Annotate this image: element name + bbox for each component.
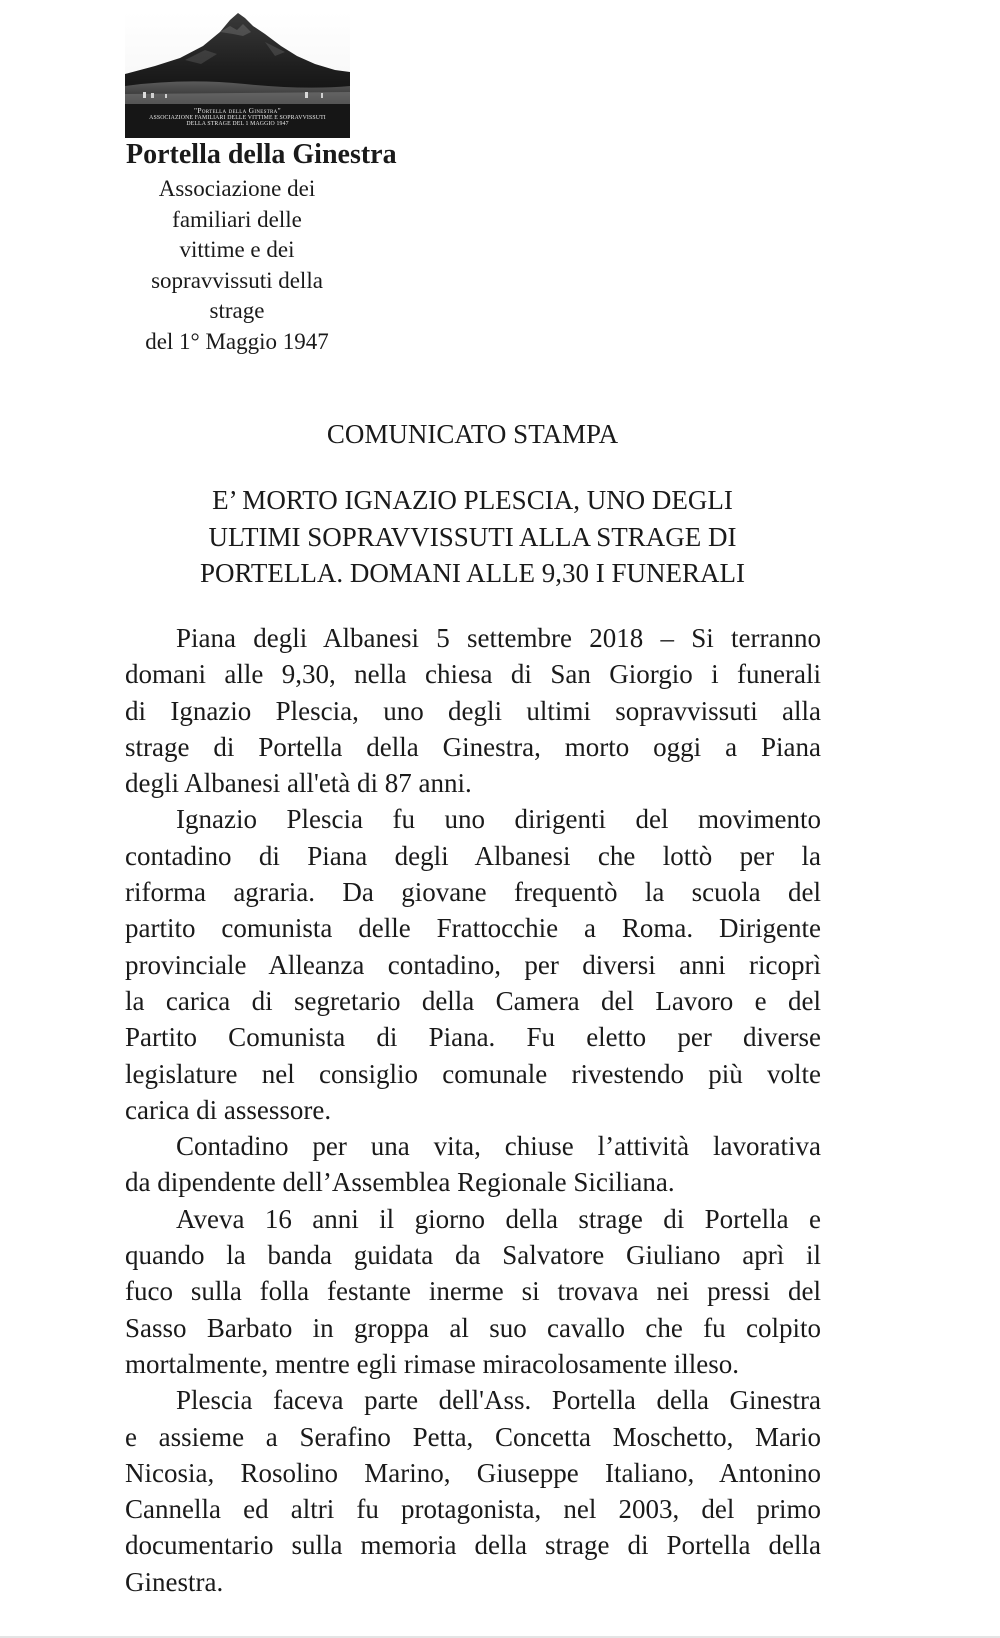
body-line: la carica di segretario della Camera del Lavoro e del — [125, 985, 821, 1016]
body-line: di Ignazio Plescia, uno degli ultimi sopravvissuti alla — [125, 695, 821, 726]
subtitle-line: Associazione dei — [158, 176, 316, 201]
headline-line: ULTIMI SOPRAVVISSUTI ALLA STRAGE DI — [208, 521, 737, 552]
logo-caption-line: DELLA STRAGE DEL 1 MAGGIO 1947 — [186, 120, 289, 127]
headline — [0, 482, 945, 592]
body-line: Partito Comunista di Piana. Fu eletto per diverse — [125, 1022, 821, 1053]
body-line: contadino di Piana degli Albanesi che lottò per la — [125, 840, 821, 871]
article-body — [125, 620, 821, 1600]
subtitle-line: vittime e dei — [179, 237, 295, 262]
body-line: strage di Portella della Ginestra, morto oggi a Piana — [125, 731, 821, 762]
body-line: Piana degli Albanesi 5 settembre 2018 – Si terranno — [176, 623, 821, 653]
body-line: Ginestra. — [125, 1566, 224, 1597]
association-logo — [125, 12, 350, 138]
body-line: documentario sulla memoria della strage di Portella della — [125, 1530, 821, 1561]
body-line: Plescia faceva parte dell'Ass. Portella della Ginestra — [176, 1385, 821, 1416]
body-line: domani alle 9,30, nella chiesa di San Giorgio i funerali — [125, 659, 821, 690]
body-line: Cannella ed altri fu protagonista, nel 2003, del primo — [125, 1494, 821, 1525]
organization-name: Portella della Ginestra — [126, 139, 397, 170]
body-line: Sasso Barbato in groppa al suo cavallo che fu colpito — [125, 1312, 821, 1343]
logo-caption-line: ASSOCIAZIONE FAMILIARI DELLE VITTIME E SOPRAVVISSUTI — [149, 114, 326, 121]
subtitle-line: strage — [209, 298, 265, 323]
body-line: Nicosia, Rosolino Marino, Giuseppe Italiano, Antonino — [125, 1457, 821, 1488]
body-line: legislature nel consiglio comunale rivestendo più volte — [125, 1058, 821, 1089]
body-line: mortalmente, mentre egli rimase miracolosamente illeso. — [125, 1348, 740, 1379]
logo-caption — [125, 104, 350, 138]
body-line: provinciale Alleanza contadino, per diversi anni ricoprì — [125, 949, 821, 980]
organization-subtitle — [112, 174, 362, 357]
subtitle-line: del 1° Maggio 1947 — [145, 328, 329, 354]
body-line: riforma agraria. Da giovane frequentò la scuola del — [125, 877, 821, 908]
subtitle-line: familiari delle — [172, 206, 302, 232]
headline-line: PORTELLA. DOMANI ALLE 9,30 I FUNERALI — [199, 558, 746, 588]
body-line: fuco sulla folla festante inerme si trovava nei pressi del — [125, 1276, 821, 1307]
subtitle-line: sopravvissuti della — [151, 267, 323, 293]
headline-line: E’ MORTO IGNAZIO PLESCIA, UNO DEGLI — [212, 485, 733, 515]
body-line: Aveva 16 anni il giorno della strage di Portella e — [176, 1203, 821, 1234]
logo-caption-title: "Portella della Ginestra" — [194, 106, 281, 115]
body-line: da dipendente dell’Assemblea Regionale Siciliana. — [125, 1167, 675, 1198]
body-line: quando la banda guidata da Salvatore Giuliano aprì il — [125, 1240, 821, 1271]
body-line: Ignazio Plescia fu uno dirigenti del movimento — [176, 804, 821, 835]
body-line: degli Albanesi all'età di 87 anni. — [125, 768, 472, 799]
body-line: carica di assessore. — [125, 1094, 332, 1125]
body-line: partito comunista delle Frattocchie a Roma. Dirigente — [125, 913, 821, 944]
press-release-label: COMUNICATO STAMPA — [326, 419, 619, 449]
body-line: Contadino per una vita, chiuse l’attività lavorativa — [176, 1131, 821, 1162]
body-line: e assieme a Serafino Petta, Concetta Moschetto, Mario — [125, 1421, 821, 1452]
